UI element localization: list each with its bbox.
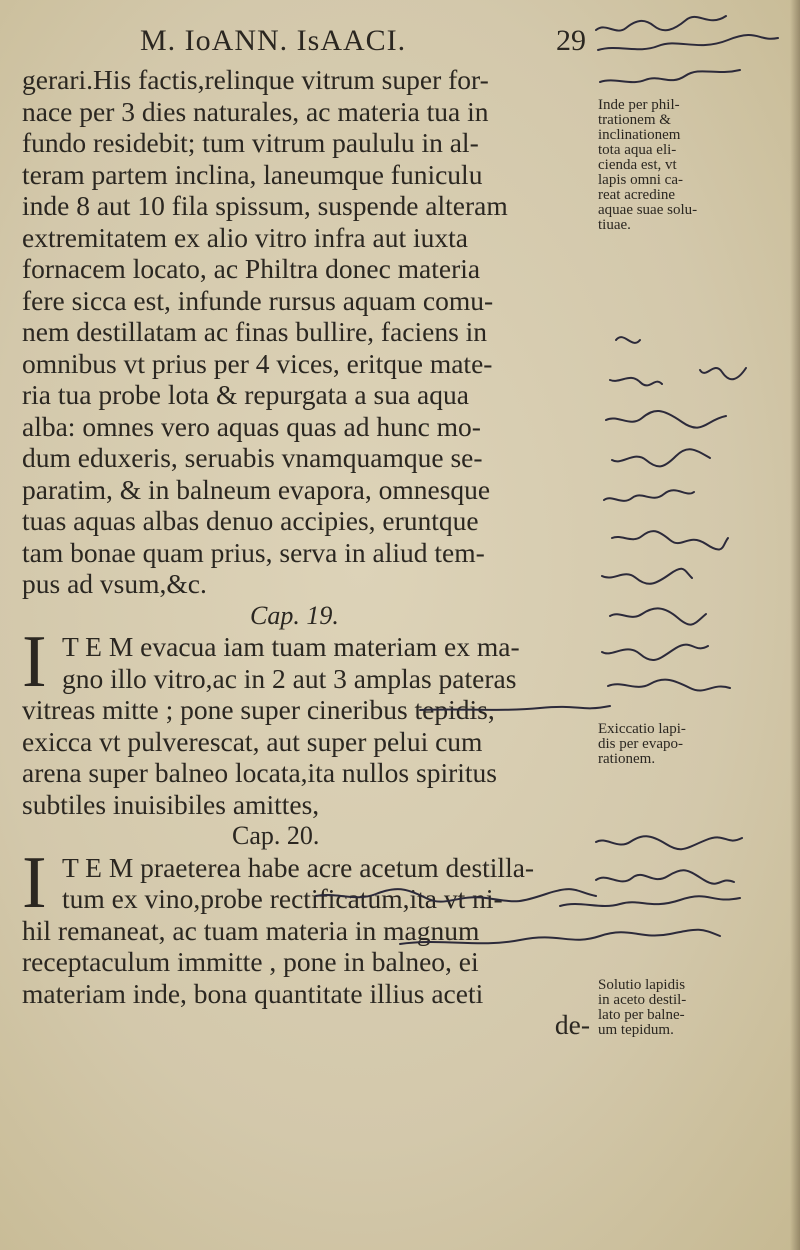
text-line: T E M evacua iam tuam materiam ex ma- <box>62 631 520 662</box>
text-line: materiam inde, bona quantitate illius aceti <box>22 977 484 1009</box>
marginal-line: inclinationem <box>598 127 681 143</box>
text-line: extremitatem ex alio vitro infra aut iuxta <box>22 221 468 253</box>
marginal-line: tiuae. <box>598 217 631 233</box>
marginal-line: lato per balne- <box>598 1007 685 1023</box>
catchword: de- <box>554 1009 590 1040</box>
drop-cap: I <box>22 621 47 703</box>
marginal-line: aquae suae solu- <box>598 202 698 218</box>
text-line: fere sicca est, infunde rursus aquam comu- <box>22 284 494 316</box>
text-line: subtiles inuisibiles amittes, <box>22 788 320 820</box>
handwritten-marginal-note <box>602 337 746 690</box>
marginal-line: Solutio lapidis <box>598 977 686 993</box>
text-line: T E M praeterea habe acre acetum destilla- <box>62 851 535 883</box>
handwritten-marginal-note <box>560 836 742 906</box>
chapter-heading-20: Cap. 20. <box>232 821 320 850</box>
text-line: exicca vt pulverescat, aut super pelui cum <box>22 725 483 757</box>
text-line: fornacem locato, ac Philtra donec materia <box>22 253 481 284</box>
marginal-line: rationem. <box>598 751 656 767</box>
marginal-line: cienda est, vt <box>598 157 677 173</box>
marginal-line: trationem & <box>598 112 671 128</box>
text-line: tum ex vino,probe rectificatum,ita vt ni- <box>62 883 503 914</box>
text-line: omnibus vt prius per 4 vices, eritque mate- <box>22 347 493 379</box>
text-line: nace per 3 dies naturales, ac materia tua in <box>22 95 489 127</box>
drop-cap: I <box>22 841 47 924</box>
text-line: teram partem inclina, laneumque funiculu <box>22 158 483 190</box>
marginal-line: dis per evapo- <box>598 736 683 752</box>
marginal-line: um tepidum. <box>598 1022 674 1038</box>
text-line: paratim, & in balneum evapora, omnesque <box>22 473 491 505</box>
text-line: vitreas mitte ; pone super cineribus tepidis, <box>22 694 495 725</box>
text-line: tam bonae quam prius, serva in aliud tem- <box>22 536 485 568</box>
marginal-line: reat acredine <box>598 187 676 203</box>
marginal-line: lapis omni ca- <box>598 172 683 188</box>
chapter-heading-19: Cap. 19. <box>250 600 339 630</box>
text-line: hil remaneat, ac tuam materia in magnum <box>22 914 480 946</box>
inline-scribble <box>316 889 596 902</box>
marginal-line: Inde per phil- <box>598 97 680 113</box>
marginal-line: in aceto destil- <box>598 992 687 1008</box>
text-line: ria tua probe lota & repurgata a sua aqua <box>22 379 469 410</box>
marginal-line: Exiccatio lapi- <box>598 721 686 737</box>
text-line: inde 8 aut 10 fila spissum, suspende alteram <box>22 190 508 221</box>
underline-stroke <box>420 706 610 710</box>
text-line: arena super balneo locata,ita nullos spiritus <box>22 757 497 788</box>
text-line: pus ad vsum,&c. <box>22 568 207 599</box>
page-number: 29 <box>556 24 586 57</box>
text-line: gno illo vitro,ac in 2 aut 3 amplas pateras <box>62 662 517 694</box>
marginal-line: tota aqua eli- <box>598 142 677 158</box>
text-line: nem destillatam ac finas bullire, faciens in <box>22 316 488 347</box>
text-line: receptaculum immitte , pone in balneo, ei <box>22 946 479 977</box>
running-head: M. IoANN. IsAACI. <box>140 24 407 57</box>
text-line: gerari.His factis,relinque vitrum super for- <box>22 64 489 95</box>
text-line: fundo residebit; tum vitrum paululu in al- <box>22 127 479 158</box>
text-line: tuas aquas albas denuo accipies, eruntque <box>22 505 479 536</box>
underline-stroke <box>400 930 720 944</box>
text-line: dum eduxeris, seruabis vnamquamque se- <box>22 442 483 473</box>
header-scribble <box>596 16 778 82</box>
text-line: alba: omnes vero aquas quas ad hunc mo- <box>22 410 481 442</box>
